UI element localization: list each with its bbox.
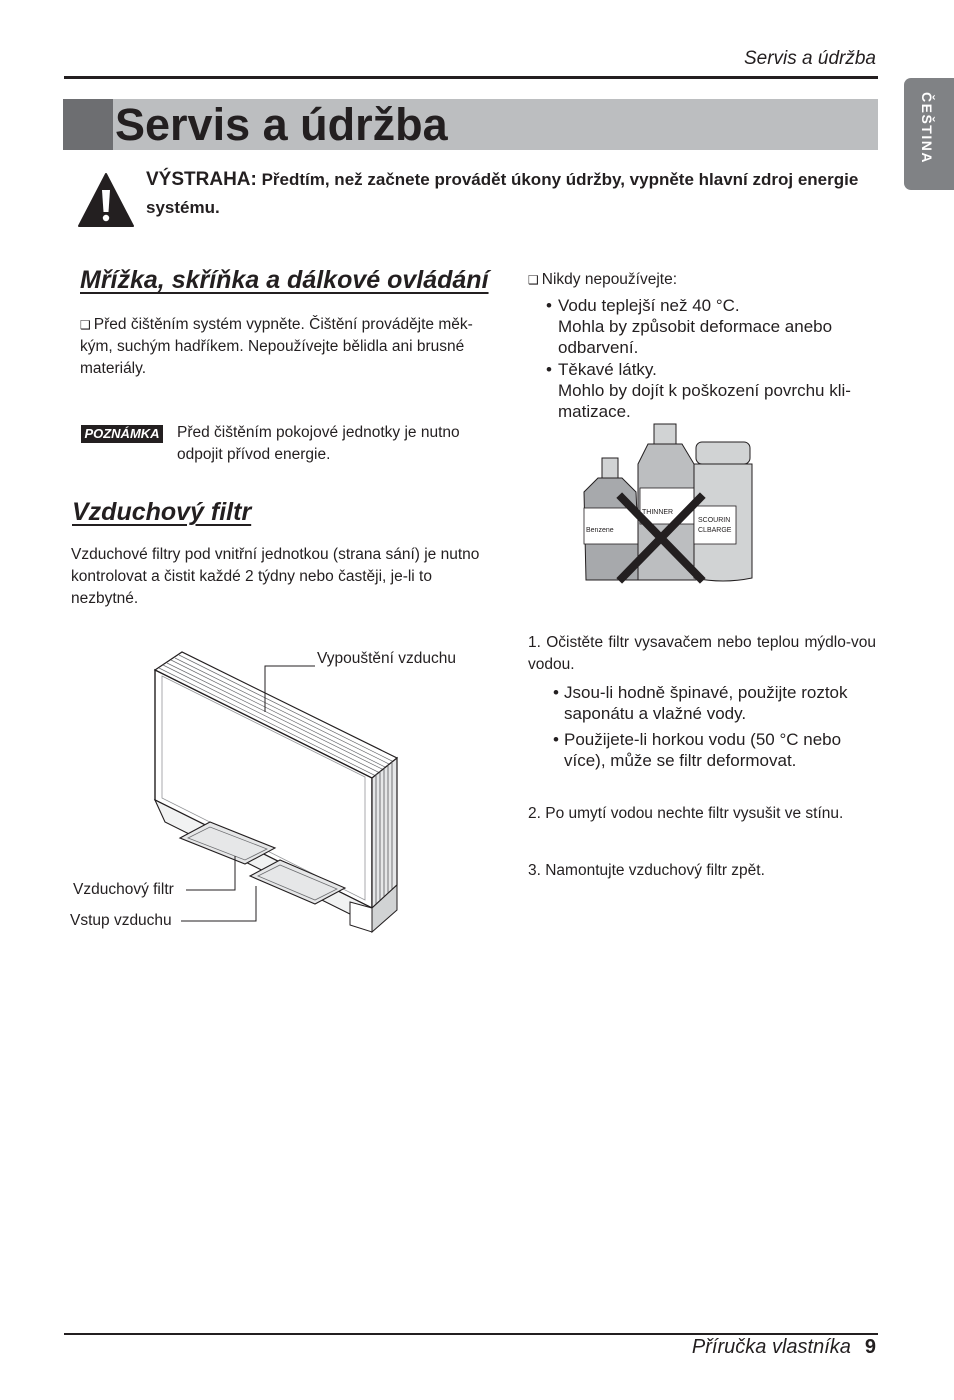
warning-icon <box>78 172 134 228</box>
label-air-filter: Vzduchový filtr <box>73 881 174 898</box>
step-1-bullet-1-marker: • <box>553 683 559 702</box>
note-text: Před čištěním pokojové jednotky je nutno odpojit přívod energie. <box>177 424 460 463</box>
warning-body: Předtím, než začnete provádět úkony údržby, vypněte hlavní zdroj energie systému. <box>146 170 859 217</box>
title-bar <box>63 99 878 150</box>
grille-item-1-text: Před čištěním systém vypněte. Čištění provádějte měk-kým, suchým hadříkem. Nepoužívejte bělidla ani brusné materiály. <box>80 316 473 377</box>
section-title-filter: Vzduchový filtr <box>72 498 252 526</box>
indoor-unit-illustration <box>60 640 520 950</box>
label-air-inlet: Vstup vzduchu <box>70 912 172 929</box>
step-2: 2. Po umytí vodou nechte filtr vysušit ve stínu. <box>528 805 844 822</box>
checkbox-icon: ❑ <box>528 273 539 287</box>
never-use-bullet-1: • <box>546 296 552 315</box>
filter-intro: Vzduchové filtry pod vnitřní jednotkou (strana sání) je nutno kontrolovat a čistit každé 2 týdny nebo častěji, je-li to nezbytné. <box>71 546 480 607</box>
never-use-item-2-b: Mohlo by dojít k poškození povrchu kli-matizace. <box>558 381 851 421</box>
running-header: Servis a údržba <box>743 48 876 69</box>
title-accent-block <box>63 99 113 150</box>
never-use-bullet-2: • <box>546 360 552 379</box>
never-use-item-2-a: Těkavé látky. <box>558 360 657 379</box>
warning-text <box>146 166 876 222</box>
never-use-heading <box>528 269 677 291</box>
footer-manual: Příručka vlastníka <box>691 1336 851 1358</box>
never-use-item-1-b: Mohla by způsobit deformace anebo odbarvení. <box>558 317 833 357</box>
top-rule <box>64 76 878 79</box>
note-badge: POZNÁMKA <box>81 425 163 443</box>
bottle-label-scour-2: CLBARGE <box>698 527 732 534</box>
step-1-bullet-2-marker: • <box>553 730 559 749</box>
never-use-heading-text: Nikdy nepoužívejte: <box>541 271 678 288</box>
warning-label: VÝSTRAHA: <box>146 169 257 190</box>
language-tab[interactable] <box>904 78 954 190</box>
grille-item-1 <box>80 314 504 380</box>
step-3: 3. Namontujte vzduchový filtr zpět. <box>528 862 765 879</box>
bottle-label-thinner: THINNER <box>642 509 674 516</box>
step-1-bullet-2: Použijete-li horkou vodu (50 °C nebo více), může se filtr deformovat. <box>564 730 842 770</box>
language-tab-label: ČEŠTINA <box>919 92 935 164</box>
section-title-grille: Mřížka, skříňka a dálkové ovládání <box>80 266 489 294</box>
footer <box>692 1336 876 1359</box>
bottom-rule <box>64 1333 878 1335</box>
bottle-label-scour-1: SCOURIN <box>698 517 731 524</box>
step-1-bullet-1: Jsou-li hodně špinavé, použijte roztok saponátu a vlažné vody. <box>564 683 848 723</box>
chemical-bottles-illustration <box>578 420 758 585</box>
label-air-outlet: Vypouštění vzduchu <box>317 650 457 667</box>
never-use-item-1-a: Vodu teplejší než 40 °C. <box>558 296 740 315</box>
page-title: Servis a údržba <box>115 99 448 150</box>
page-number: 9 <box>864 1336 876 1358</box>
checkbox-icon: ❑ <box>80 318 91 332</box>
bottle-label-benzene: Benzene <box>586 527 614 534</box>
step-1: 1. Očistěte filtr vysavačem nebo teplou mýdlo-vou vodou. <box>528 634 876 673</box>
